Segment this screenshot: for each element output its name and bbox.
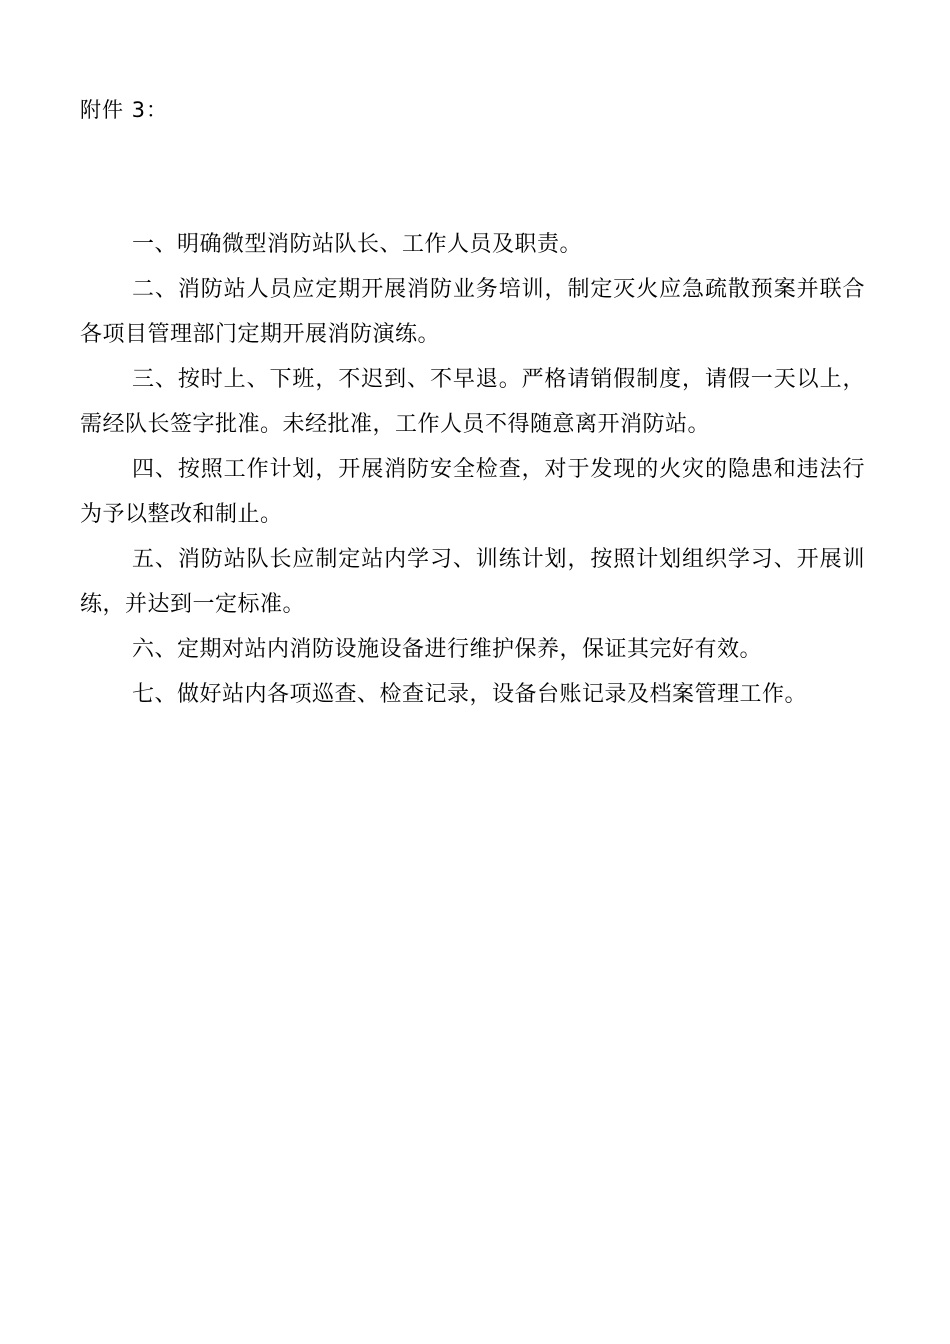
rule-item-7: 七、做好站内各项巡查、检查记录，设备台账记录及档案管理工作。 <box>132 682 808 707</box>
rule-item-4: 四、按照工作计划，开展消防安全检查，对于发现的火灾的隐患和违法行为予以整改和制止。 <box>80 457 865 527</box>
rules-list <box>80 222 865 717</box>
rule-item-6: 六、定期对站内消防设施设备进行维护保养，保证其完好有效。 <box>132 637 763 662</box>
attachment-label: 附件 3： <box>80 98 169 122</box>
rule-item-1: 一、明确微型消防站队长、工作人员及职责。 <box>132 232 583 257</box>
rule-item-5: 五、消防站队长应制定站内学习、训练计划，按照计划组织学习、开展训练，并达到一定标准。 <box>80 547 865 617</box>
rule-item-2: 二、消防站人员应定期开展消防业务培训，制定灭火应急疏散预案并联合各项目管理部门定期开展消防演练。 <box>80 277 865 347</box>
rule-item-3: 三、按时上、下班，不迟到、不早退。严格请销假制度，请假一天以上，需经队长签字批准。未经批准，工作人员不得随意离开消防站。 <box>80 367 865 437</box>
